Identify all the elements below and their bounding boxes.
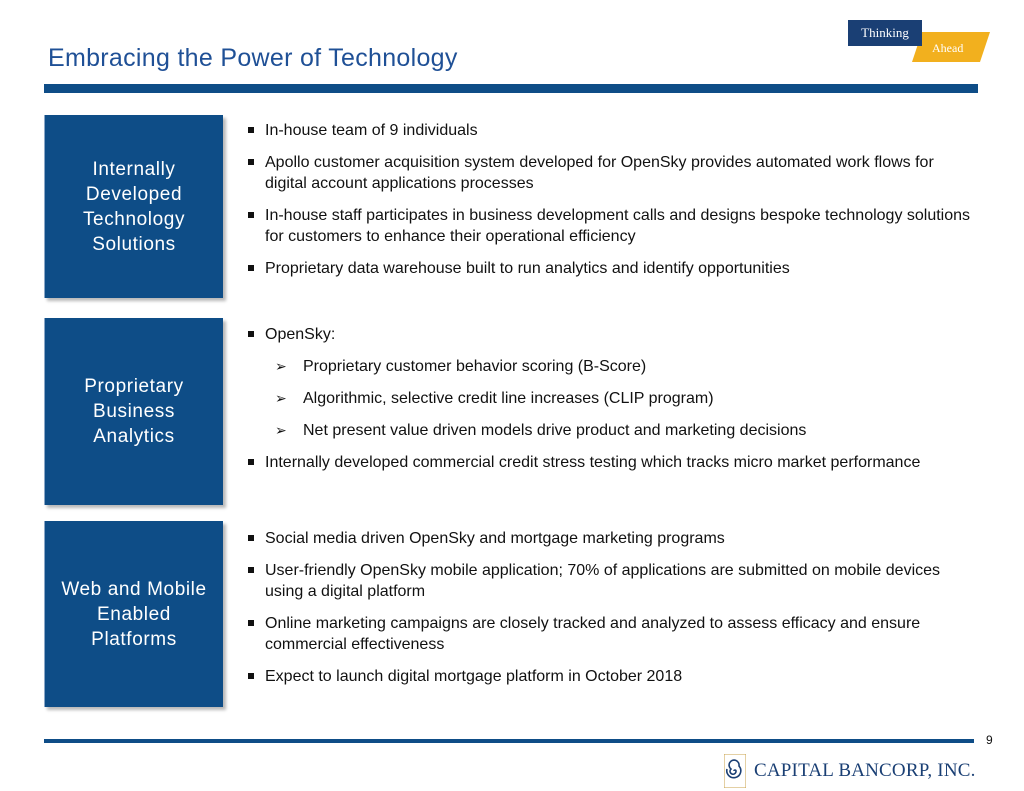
- bullet-item: [246, 258, 976, 279]
- bullet-text: Expect to launch digital mortgage platform in October 2018: [265, 668, 683, 685]
- company-logo: [724, 752, 980, 788]
- square-bullet-icon: [248, 459, 254, 465]
- arrow-bullet-icon: ➢: [275, 422, 287, 438]
- bullet-item: [246, 666, 976, 687]
- square-bullet-icon: [248, 265, 254, 271]
- bullet-item: [246, 560, 976, 602]
- section-content: [246, 120, 976, 290]
- thinking-ahead-badge: [848, 20, 990, 62]
- bullet-text: Internally developed commercial credit stress testing which tracks micro market performance: [265, 454, 921, 471]
- page-title: Embracing the Power of Technology: [48, 44, 458, 72]
- arrow-bullet-icon: ➢: [275, 390, 287, 406]
- square-bullet-icon: [248, 159, 254, 165]
- section-label-box: Proprietary Business Analytics: [44, 318, 223, 505]
- badge-line2: Ahead: [932, 41, 964, 55]
- spiral-logo-icon: [724, 754, 746, 788]
- bullet-text: Online marketing campaigns are closely tracked and analyzed to assess efficacy and ensure commercial effectiveness: [265, 615, 921, 653]
- arrow-bullet-icon: ➢: [275, 358, 287, 374]
- sub-bullet-item: [246, 388, 976, 409]
- bullet-item: [246, 452, 976, 473]
- badge-line1: Thinking: [848, 20, 922, 46]
- bullet-item: [246, 324, 976, 345]
- square-bullet-icon: [248, 212, 254, 218]
- page-number: 9: [986, 733, 993, 747]
- bullet-item: [246, 205, 976, 247]
- section-label-box: Internally Developed Technology Solutions: [44, 115, 223, 298]
- bullet-item: [246, 120, 976, 141]
- bullet-text: In-house team of 9 individuals: [265, 122, 478, 139]
- bullet-item: [246, 528, 976, 549]
- sub-bullet-text: Algorithmic, selective credit line increases (CLIP program): [303, 390, 714, 407]
- square-bullet-icon: [248, 567, 254, 573]
- ahead-tag: [912, 32, 990, 62]
- sub-bullet-item: [246, 420, 976, 441]
- sub-bullet-item: [246, 356, 976, 377]
- sub-bullet-text: Net present value driven models drive product and marketing decisions: [303, 422, 807, 439]
- bullet-item: [246, 613, 976, 655]
- header-rule: [44, 84, 978, 93]
- square-bullet-icon: [248, 535, 254, 541]
- section-label-box: Web and Mobile Enabled Platforms: [44, 521, 223, 707]
- bullet-text: Apollo customer acquisition system developed for OpenSky provides automated work flows for digital account applications processes: [265, 154, 934, 192]
- sub-bullet-text: Proprietary customer behavior scoring (B-Score): [303, 358, 647, 375]
- square-bullet-icon: [248, 620, 254, 626]
- bullet-text: Social media driven OpenSky and mortgage marketing programs: [265, 530, 725, 547]
- bullet-text: In-house staff participates in business development calls and designs bespoke technology solutions for customers to enhance their operational efficiency: [265, 207, 971, 245]
- bullet-item: [246, 152, 976, 194]
- footer-rule: [44, 739, 974, 743]
- bullet-text: Proprietary data warehouse built to run analytics and identify opportunities: [265, 260, 790, 277]
- square-bullet-icon: [248, 127, 254, 133]
- company-name: CAPITAL BANCORP, INC.: [754, 760, 976, 781]
- square-bullet-icon: [248, 673, 254, 679]
- square-bullet-icon: [248, 331, 254, 337]
- section-content: [246, 528, 976, 698]
- section-content: [246, 324, 976, 484]
- bullet-text: OpenSky:: [265, 326, 336, 343]
- bullet-text: User-friendly OpenSky mobile application; 70% of applications are submitted on mobile devices using a digital platform: [265, 562, 941, 600]
